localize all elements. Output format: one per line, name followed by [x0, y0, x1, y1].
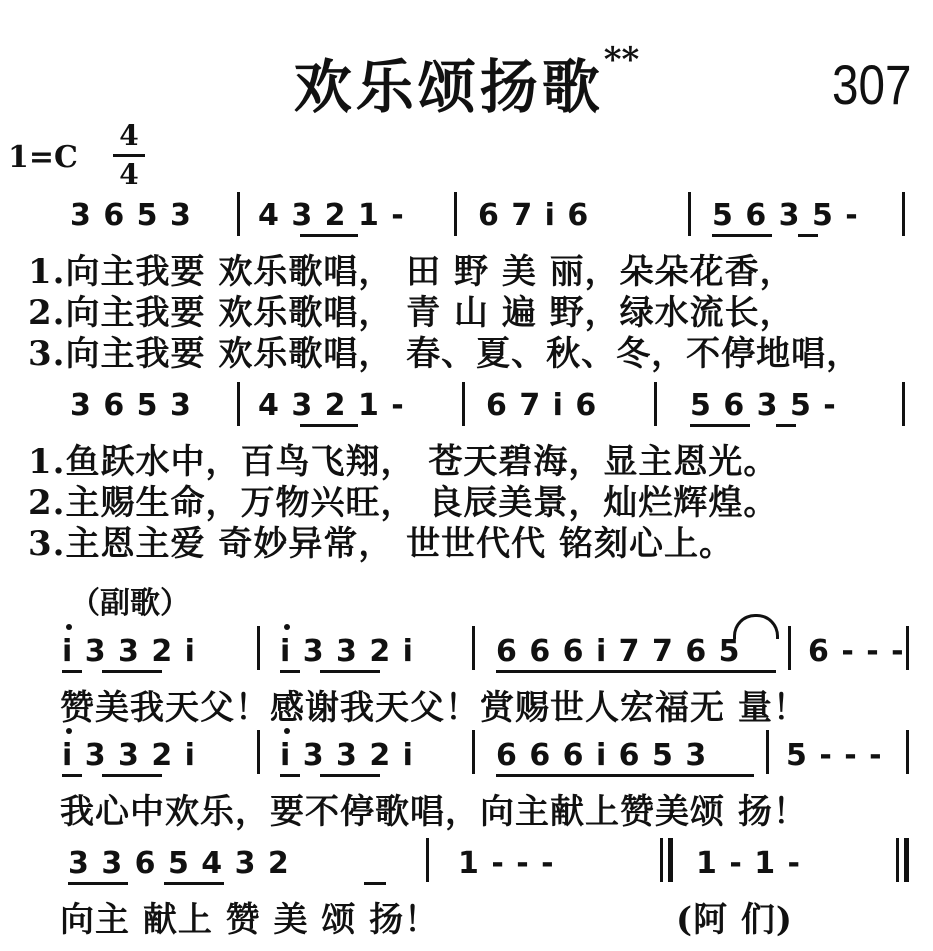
lyric-line: 向主 献上 赞 美 颂 扬！ — [60, 900, 440, 940]
underline — [62, 774, 82, 777]
lyric-line: 3.向主我要 欢乐歌唱， 春、夏、秋、冬，不停地唱， — [28, 334, 862, 374]
high-octave-dot — [66, 728, 72, 734]
amen-lyric: (阿 们) — [676, 900, 794, 940]
barline — [766, 730, 769, 774]
barline — [902, 192, 905, 236]
underline — [496, 774, 754, 777]
underline — [320, 670, 380, 673]
title-mark: ** — [603, 40, 640, 80]
key-signature: 1=C — [8, 140, 78, 175]
underline — [102, 670, 162, 673]
underline — [798, 234, 818, 237]
page-number: 307 — [831, 53, 911, 116]
barline — [257, 626, 260, 670]
final-barline — [904, 838, 909, 882]
measure-5-2: 1 - - - — [458, 846, 554, 881]
barline — [454, 192, 457, 236]
measure-2-4: 5 6 3 5 - — [690, 388, 836, 423]
barline — [472, 626, 475, 670]
lyric-line: 3.主恩主爱 奇妙异常， 世世代代 铭刻心上。 — [28, 524, 735, 564]
barline — [426, 838, 429, 882]
measure-4-1: i 3 3 2 i — [62, 738, 195, 773]
measure-2-1: 3 6 5 3 — [70, 388, 191, 423]
barline — [472, 730, 475, 774]
barline — [237, 382, 240, 426]
measure-5-3: 1 - 1 - — [696, 846, 800, 881]
song-title — [0, 40, 933, 124]
lyric-line: 赞美我天父！感谢我天父！赏赐世人宏福无 量！ — [60, 688, 808, 728]
repeat-barline — [668, 838, 673, 882]
barline — [906, 730, 909, 774]
barline — [654, 382, 657, 426]
measure-4-3: 6 6 6 i 6 5 3 — [496, 738, 707, 773]
barline — [462, 382, 465, 426]
underline — [68, 882, 128, 885]
high-octave-dot — [284, 624, 290, 630]
underline — [320, 774, 380, 777]
barline — [788, 626, 791, 670]
measure-1-2: 4 3 2 1 - — [258, 198, 404, 233]
underline — [690, 424, 750, 427]
measure-5-1: 3 3 6 5 4 3 2 — [68, 846, 289, 881]
lyric-line: 2.主赐生命，万物兴旺， 良辰美景，灿烂辉煌。 — [28, 483, 779, 523]
barline — [688, 192, 691, 236]
measure-1-3: 6 7 i 6 — [478, 198, 589, 233]
tie-slur — [733, 614, 779, 639]
measure-2-2: 4 3 2 1 - — [258, 388, 404, 423]
underline — [164, 882, 224, 885]
underline — [102, 774, 162, 777]
underline — [712, 234, 772, 237]
barline — [257, 730, 260, 774]
title-text: 欢乐颂扬歌 — [293, 53, 604, 121]
barline — [902, 382, 905, 426]
meter-bottom: 4 — [119, 158, 139, 191]
measure-4-4: 5 - - - — [786, 738, 882, 773]
measure-4-2: i 3 3 2 i — [280, 738, 413, 773]
measure-3-2: i 3 3 2 i — [280, 634, 413, 669]
lyric-line: 1.鱼跃水中，百鸟飞翔， 苍天碧海，显主恩光。 — [28, 442, 779, 482]
measure-1-1: 3 6 5 3 — [70, 198, 191, 233]
measure-3-3: 6 6 6 i 7 7 6 5 — [496, 634, 740, 669]
underline — [776, 424, 796, 427]
underline — [364, 882, 386, 885]
time-signature — [113, 118, 145, 193]
underline — [280, 670, 300, 673]
lyric-line: 我心中欢乐，要不停歌唱，向主献上赞美颂 扬！ — [60, 792, 808, 832]
high-octave-dot — [284, 728, 290, 734]
meter-top: 4 — [119, 119, 139, 152]
underline — [496, 670, 776, 673]
lyric-line: 1.向主我要 欢乐歌唱， 田 野 美 丽，朵朵花香， — [28, 252, 795, 292]
measure-3-4: 6 - - - — [808, 634, 904, 669]
measure-2-3: 6 7 i 6 — [486, 388, 597, 423]
chorus-label: （副歌） — [70, 586, 190, 621]
barline — [237, 192, 240, 236]
lyric-line: 2.向主我要 欢乐歌唱， 青 山 遍 野，绿水流长， — [28, 293, 795, 333]
underline — [300, 424, 358, 427]
high-octave-dot — [66, 624, 72, 630]
final-barline — [896, 838, 899, 882]
barline — [906, 626, 909, 670]
underline — [280, 774, 300, 777]
measure-1-4: 5 6 3 5 - — [712, 198, 858, 233]
repeat-barline — [660, 838, 663, 882]
underline — [62, 670, 82, 673]
measure-3-1: i 3 3 2 i — [62, 634, 195, 669]
underline — [300, 234, 358, 237]
